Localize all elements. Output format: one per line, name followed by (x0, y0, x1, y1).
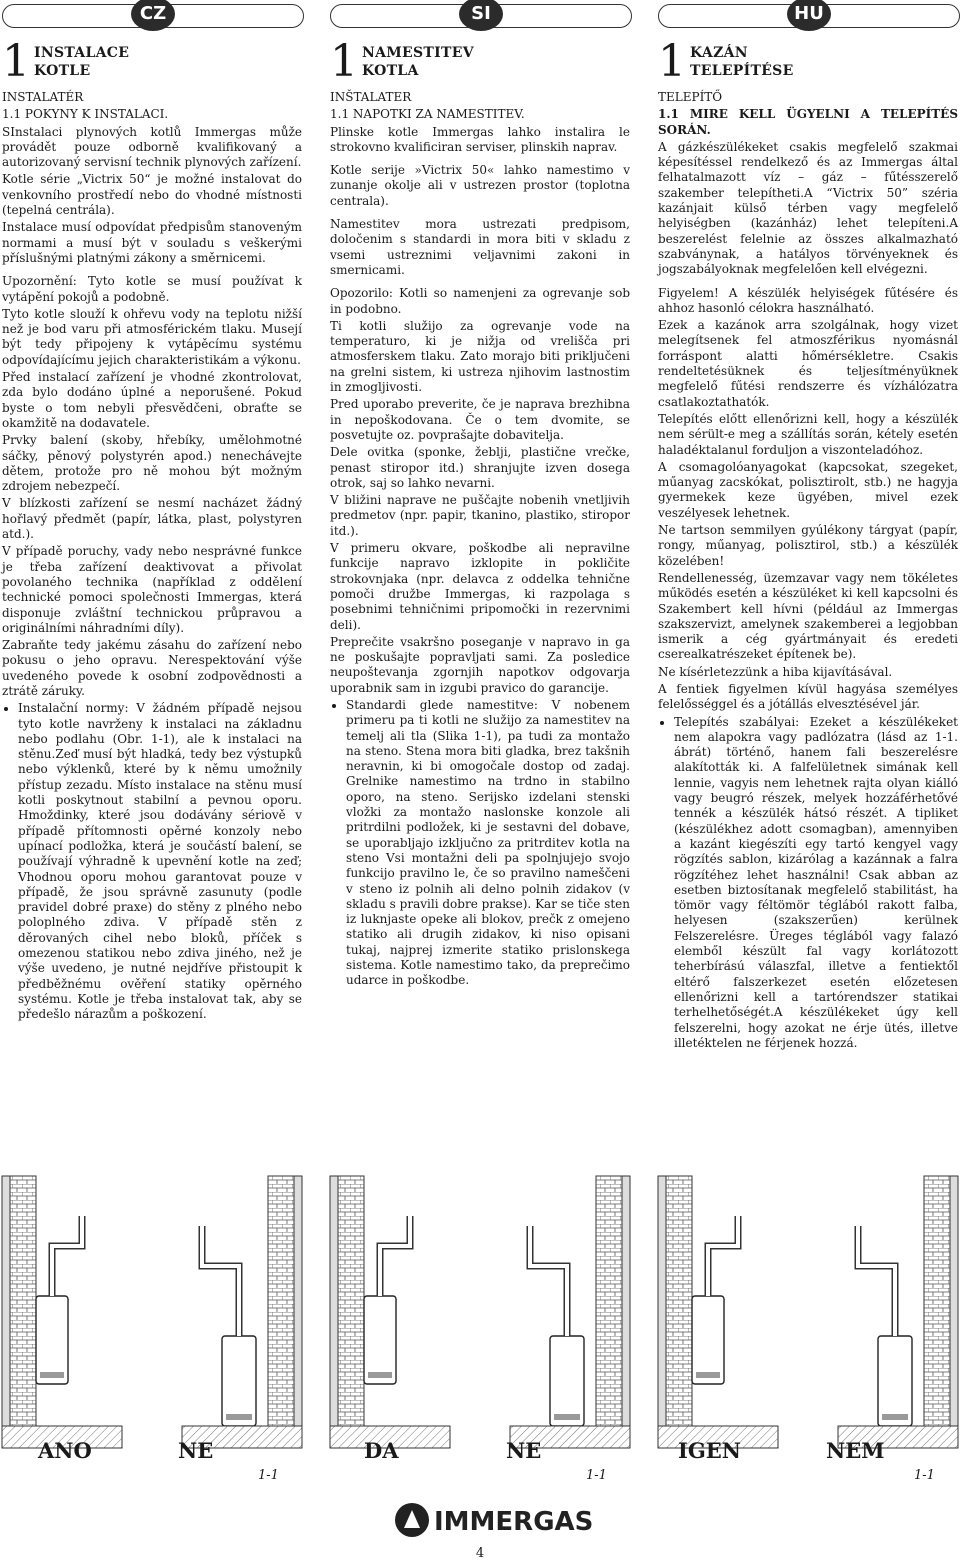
cz-chapter-number: 1 (2, 36, 30, 87)
cz-paragraph: Tyto kotle slouží k ohřevu vody na teplotu nižší než je bod varu při atmosférickém tlaku. Musejí být tedy připojeny k vytápěcímu systému odpovídajícímu jejich charakteristikám a výkonu. (2, 306, 302, 367)
hu-figure (658, 1176, 958, 1496)
hu-section-title: 1.1 MIRE KELL ÜGYELNI A TELEPÍTÉS SORÁN. (658, 107, 958, 137)
installation-illustration (2, 1176, 302, 1448)
si-section-title: 1.1 NAPOTKI ZA NAMESTITEV. (330, 107, 525, 122)
si-paragraph: Plinske kotle Immergas lahko instalira le strokovno kvalificiran serviser, plinskih naprav. (330, 124, 630, 154)
cz-paragraph: SInstalaci plynových kotlů Immergas může provádět pouze odborně kvalifikovaný a autorizovaný servisní technik plynových zařízení. (2, 124, 302, 170)
cz-bullet: • Instalační normy: V žádném případě nejsou tyto kotle navrženy k instalaci na základnu nebo podlahu (Obr. 1-1), ale k instalaci na stěnu.Zeď musí být hladká, tedy bez výstupků nebo výklenků, které by k němu umožnily přístup zezadu. Místo instalace na stěnu musí kotli poskytnout stabilní a pevnou oporu. Hmoždinky, které jsou dodávány sériově v případě přítomnosti opěrné konzoly nebo upínací podložka, která je součástí balení, se používají výhradně k upevnění kotle na zeď; Vhodnou oporu mohou garantovat pouze v případě, že jsou správně zasunuty (podle pravidel dobré praxe) do stěny z plného nebo poloplného zdiva. V případě stěn z děrovaných cihel nebo bloků, příček s omezenou statikou nebo zdiva jiného, než je výše uvedeno, je nutné nejdříve přistoupit k předběžnému ověření statiky opěrného systému. Kotle je třeba instalovat tak, aby se předešlo nárazům a poškození. (18, 701, 302, 1022)
si-paragraph: V bližini naprave ne puščajte nobenih vnetljivih predmetov (npr. papir, tkanino, plastiko, stiropor itd.). (330, 493, 630, 538)
no-label: NE (178, 1438, 214, 1463)
cz-paragraph: Prvky balení (skoby, hřebíky, umělohmotné sáčky, pěnový polystyrén apod.) nenechávejte dětem, protože pro ně mohou být možným zdrojem nebezpečí. (2, 433, 302, 494)
hu-badge: HU (787, 0, 831, 31)
logo-text: IMMERGAS (434, 1507, 594, 1537)
cz-heading-line-1: INSTALACE (34, 45, 130, 61)
si-paragraph: Kotle serije »Victrix 50« lahko namestimo v zunanje okolje ali v ustrezen prostor (toplotna centrala). (330, 163, 630, 208)
cz-paragraph: Kotle série „Victrix 50“ je možné instalovat do venkovního prostředí nebo do vhodné místnosti (tepelná centrála). (2, 172, 302, 218)
figure-number: 1-1 (586, 1468, 607, 1483)
hu-paragraph: Ezek a kazánok arra szolgálnak, hogy vizet melegítsenek fel atmoszférikus nyomásnál forráspont alatti hőmérsékletre. Csakis rendeltetésüknek és teljesítményüknek megfelelő fűtési rendszerre és vízhálózatra csatlakoztathatók. (658, 318, 958, 409)
si-language-tab (330, 4, 632, 28)
cz-figure (2, 1176, 302, 1496)
si-paragraph: Ti kotli služijo za ogrevanje vode na temperaturo, ki je nižja od vrelišča pri atmosferskem tlaku. Zato morajo biti priključeni na grelni sistem, ki ustreza njihovim lastnostim in zmogljivosti. (330, 318, 630, 395)
si-bullet: • Standardi glede namestitve: V nobenem primeru pa ti kotli ne služijo za namestitev na temelj ali tla (Slika 1-1), pa tudi za montažo na steno. Stena mora biti gladka, brez takšnih neravnin, ki bi omogočale dostop od zadaj. Grelnike namestimo na trdno in stabilno oporo, na steno. Serijsko izdelani stenski vložki za montažo naslonske konzole ali pritrdilni podložek, ki je sestavni del dobave, se uporabljajo izključno za pritrditev kotla na steno Vsi montažni deli pa spolnjujejo svojo funkcijo pravilno le, če so pravilno nameščeni v steno iz polnih ali delno polnih zidakov (v skladu s pravili dobre prakse). Kar se tiče sten iz luknjaste opeke ali blokov, prečk z omejeno statiko ali drugih zidakov, ki niso opisani tukaj, najprej izmerite statiko prislonskega sistema. Kotle namestimo tako, da preprečimo udarce in poškodbe. (346, 698, 630, 989)
yes-label: IGEN (678, 1438, 741, 1463)
cz-section-title: 1.1 POKYNY K INSTALACI. (2, 107, 169, 122)
hu-heading (658, 36, 958, 90)
hu-heading-line-1: KAZÁN (690, 45, 748, 61)
si-heading-line-2: KOTLA (362, 63, 419, 79)
si-paragraph: Preprečite vsakršno poseganje v napravo in ga ne poskušajte popravljati sami. Za posledice neupoštevanja zgornjih napotkov odgovarja uporabnik sam in izgubi pravico do garancije. (330, 634, 630, 695)
si-role: INŠTALATER (330, 90, 412, 104)
cz-column (2, 36, 302, 1023)
si-column (330, 36, 630, 989)
si-heading (330, 36, 630, 90)
cz-paragraph: V blízkosti zařízení se nesmí nacházet žádný hořlavý předmět (papír, látka, plast, polystyren atd.). (2, 496, 302, 542)
si-badge: SI (459, 0, 503, 31)
si-paragraph: Opozorilo: Kotli so namenjeni za ogrevanje sob in podobno. (330, 286, 630, 316)
hu-chapter-number: 1 (658, 36, 686, 87)
hu-paragraph: Figyelem! A készülék helyiségek fűtésére és ahhoz hasonló célokra használható. (658, 285, 958, 315)
si-figure (330, 1176, 630, 1496)
hu-paragraph: A fentiek figyelmen kívül hagyása személyes felelősséggel és a jótállás elvesztésével jár. (658, 681, 958, 712)
installation-illustration (330, 1176, 630, 1448)
cz-heading (2, 36, 302, 90)
si-paragraph: Dele ovitka (sponke, žeblji, plastične vrečke, penast stiropor itd.) shranjujte izven dosega otrok, saj so lahko nevarni. (330, 445, 630, 490)
hu-paragraph: A csomagolóanyagokat (kapcsokat, szegeket, műanyag zacskókat, polisztirolt, stb.) ne hagyja gyermekek keze ügyében, mivel ezek veszélyesek lehetnek. (658, 459, 958, 520)
si-paragraph: Pred uporabo preverite, če je naprava brezhibna in nepoškodovana. Če o tem dvomite, se posvetujte oz. povprašajte dobavitelja. (330, 397, 630, 442)
hu-heading-line-2: TELEPÍTÉSE (690, 63, 794, 79)
cz-paragraph: Zabraňte tedy jakému zásahu do zařízení nebo pokusu o jeho opravu. Nerespektování výše uvedeného povede k osobní zodpovědnosti a ztrátě záruky. (2, 638, 302, 698)
no-label: NE (506, 1438, 542, 1463)
cz-paragraph: Upozornění: Tyto kotle se musí používat k vytápění pokojů a podobně. (2, 274, 302, 304)
si-chapter-number: 1 (330, 36, 358, 87)
hu-paragraph: Ne kísérletezzünk a hiba kijavításával. (658, 664, 893, 679)
si-paragraph: V primeru okvare, poškodbe ali nepravilne funkcije napravo izklopite in pokličite strokovnjaka (npr. delavca z oddelka tehnične pomoči družbe Immergas, ki razpolaga s posebnimi tehničnimi pripomočki in rezervnimi deli). (330, 541, 630, 632)
cz-paragraph: V případě poruchy, vady nebo nesprávné funkce je třeba zařízení deaktivovat a přivolat povolaného technika (například z oddělení technické pomoci společnosti Immergas, která disponuje zvláštní technickou průpravou a originálními náhradními díly). (2, 544, 302, 635)
installation-illustration (658, 1176, 958, 1448)
yes-label: ANO (38, 1438, 92, 1463)
cz-role: INSTALATÉR (2, 90, 84, 104)
hu-language-tab (658, 4, 960, 28)
immergas-logo (390, 1498, 594, 1542)
hu-role: TELEPÍTŐ (658, 90, 723, 104)
hu-paragraph: Ne tartson semmilyen gyúlékony tárgyat (papír, rongy, műanyag, polisztirol, stb.) a készülék közelében! (658, 523, 958, 568)
no-label: NEM (826, 1438, 885, 1463)
hu-paragraph: A gázkészülékeket csakis megfelelő szakmai képesítéssel rendelkező és az Immergas által felhatalmazott víz – gáz – fűtésszerelő szakember telepítheti.A “Victrix 50” széria kazánjait külső térben vagy megfelelő helyiségben (kazánház) lehet telepíteni.A beszerelést felelnie az összes alkalmazható szabványnak, a hatályos törvényeknek és jogszabályoknak megfelelően kell elvégezni. (658, 139, 958, 277)
yes-label: DA (364, 1438, 399, 1463)
cz-heading-line-2: KOTLE (34, 63, 91, 79)
page-number: 4 (475, 1546, 485, 1561)
figure-number: 1-1 (258, 1468, 279, 1483)
hu-column (658, 36, 958, 1051)
si-heading-line-1: NAMESTITEV (362, 45, 474, 61)
hu-bullet: • Telepítés szabályai: Ezeket a készülékeket nem alapokra vagy padlózatra (lásd az 1-1. ábrát) történő, hanem fali beszerelésre alakították ki. A falfelületnek simának kell lennie, vagyis nem lehetnek rajta olyan kiálló vagy beugró részek, melyek hozzáférhetővé tennék a készülék hátsó részét. A tipliket (készülékhez adott csomagban), amennyiben a kazánt kiegészíti egy tartó kengyel vagy rögzítés sablon, kizárólag a kazánnak a falra rögzítéhez lehet használni! Csak abban az esetben biztosítanak megfelelő stabilitást, ha tömör vagy féltömör téglából rakott falba, helyesen (szakszerűen) kerülnek Felszerelésre. Üreges téglából vagy falazó elemből készült fal vagy korlátozott teherbírású válaszfal, illetve a fentiektől eltérő falszerkezet esetén előzetesen ellenőrizni kell a tartórendszer statikai terhelhetőségét.A készülékeket úgy kell felszerelni, hogy azokat ne érje ütés, illetve illetéktelen ne férjenek hozzá. (674, 715, 958, 1052)
cz-language-tab (2, 4, 304, 28)
hu-paragraph: Telepítés előtt ellenőrizni kell, hogy a készülék nem sérült-e meg a szállítás során, kétely esetén haladéktalanul forduljon a viszonteladóhoz. (658, 411, 958, 457)
si-paragraph: Namestitev mora ustrezati predpisom, določenim s standardi in mora biti v skladu z vsemi ustreznimi veljavnimi zakoni in smernicami. (330, 217, 630, 277)
cz-paragraph: Před instalací zařízení je vhodné zkontrolovat, zda bylo dodáno úplné a neporušené. Pokud byste o tom nebyli přesvědčeni, obraťte se okamžitě na dodavatele. (2, 370, 302, 430)
cz-paragraph: Instalace musí odpovídat předpisům stanoveným normami a musí být v souladu s veškerými příslušnými platnými zákony a směrnicemi. (2, 220, 302, 265)
cz-badge: CZ (131, 0, 175, 31)
figure-number: 1-1 (914, 1468, 935, 1483)
hu-paragraph: Rendellenesség, üzemzavar vagy nem tökéletes működés esetén a készüléket ki kell kapcsolni és Szakembert kell hívni (például az Immergas szakszervizt, amelynek szakemberei a legjobban ismerik a cég gyártmányait és eredeti cserealkatrészeket építenek be). (658, 570, 958, 662)
